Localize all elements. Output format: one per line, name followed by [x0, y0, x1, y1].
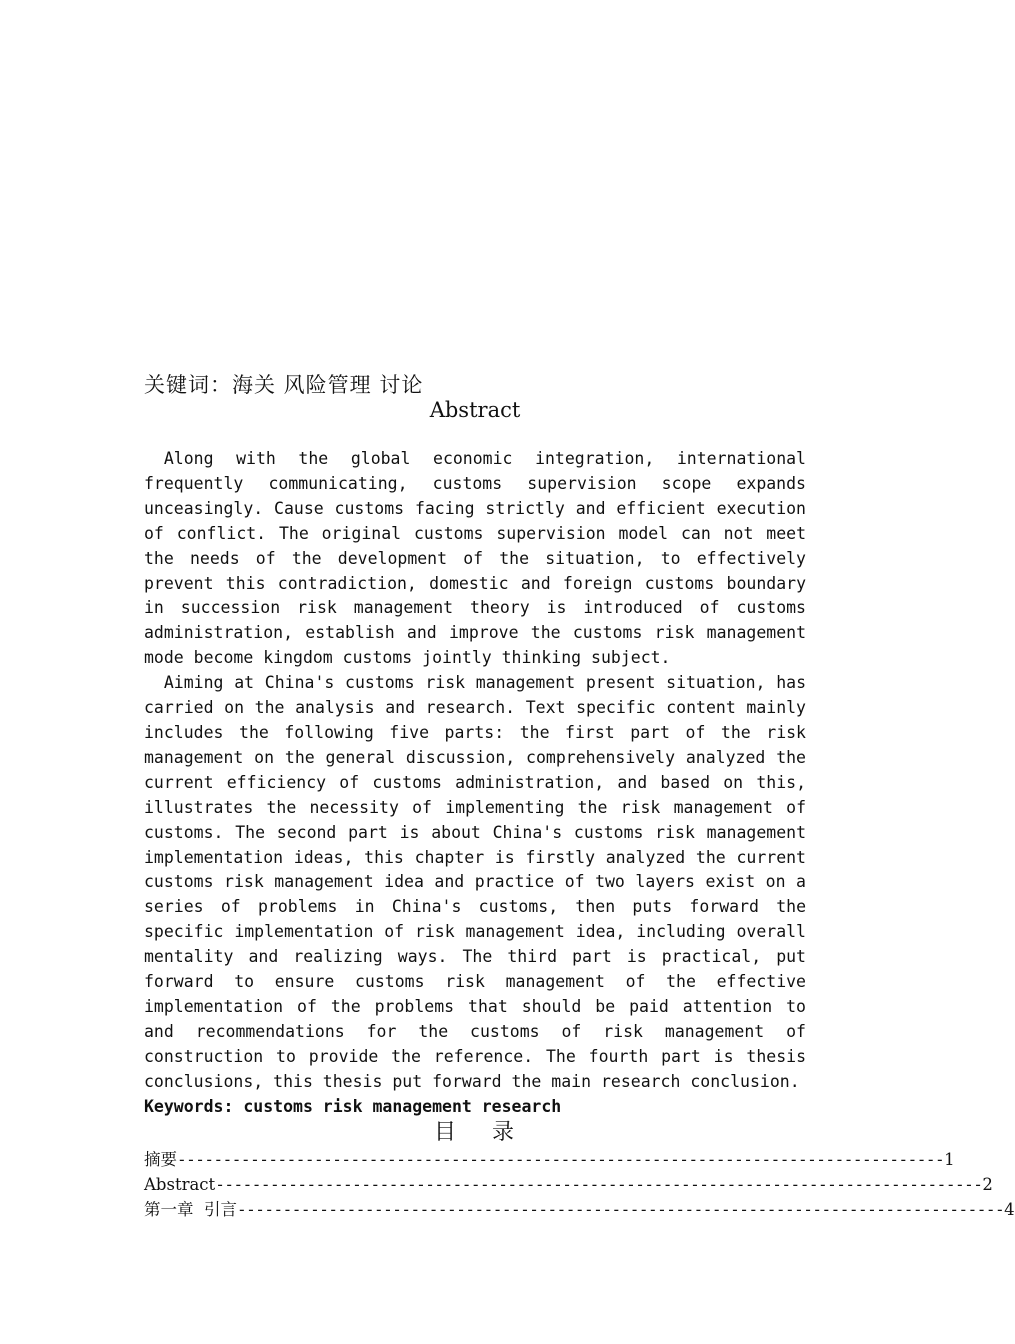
toc-entry[interactable] [144, 1172, 993, 1197]
toc-leader: ------------------------------------------------------------------------------------ [237, 1199, 1005, 1219]
chinese-keywords: 关键词：海关 风险管理 讨论 [144, 373, 424, 397]
toc-entry-page: 4 [1004, 1199, 1015, 1219]
toc-leader: ------------------------------------------------------------------------------------ [177, 1149, 945, 1169]
toc-entry-label: 第一章 引言 [144, 1199, 237, 1219]
toc-entry[interactable] [144, 1147, 955, 1172]
toc-title-right: 录 [492, 1119, 517, 1145]
table-of-contents [144, 1147, 1015, 1222]
toc-title [144, 1120, 806, 1146]
abstract-paragraph-1: Along with the global economic integration, international frequently communicating, customs supervision scope expands unceasingly. Cause customs facing strictly and efficient execution of conflict. The original customs supervision model can not meet the needs of the development of the situation, to effectively prevent this contradiction, domestic and foreign customs boundary in succession risk management theory is introduced of customs administration, establish and improve the customs risk management mode become kingdom customs jointly thinking subject. [144, 449, 806, 668]
toc-title-left: 目 [433, 1119, 458, 1145]
abstract-paragraph-2: Aiming at China's customs risk management present situation, has carried on the analysis and research. Text specific content mainly includes the following five parts: the first part of the risk management on the general discussion, comprehensively analyzed the current efficiency of customs administration, and based on this, illustrates the necessity of implementing the risk management of customs. The second part is about China's customs risk management implementation ideas, this chapter is firstly analyzed the current customs risk management idea and practice of two layers exist on a series of problems in China's customs, then puts forward the specific implementation of risk management idea, including overall mentality and realizing ways. The third part is practical, put forward to ensure customs risk management of the effective implementation of the problems that should be paid attention to and recommendations for the customs of risk management of construction to provide the reference. The fourth part is thesis conclusions, this thesis put forward the main research conclusion. [144, 673, 806, 1091]
toc-entry-label: 摘要 [144, 1149, 177, 1169]
document-page [144, 370, 1015, 1222]
toc-entry-label: Abstract [144, 1174, 216, 1194]
english-keywords: Keywords: customs risk management research [144, 1096, 562, 1116]
abstract-title: Abstract [429, 398, 521, 422]
toc-entry-page: 2 [982, 1174, 993, 1194]
toc-leader: ------------------------------------------------------------------------------------ [215, 1174, 983, 1194]
toc-entry-page: 1 [944, 1149, 955, 1169]
toc-entry[interactable] [144, 1197, 1015, 1222]
